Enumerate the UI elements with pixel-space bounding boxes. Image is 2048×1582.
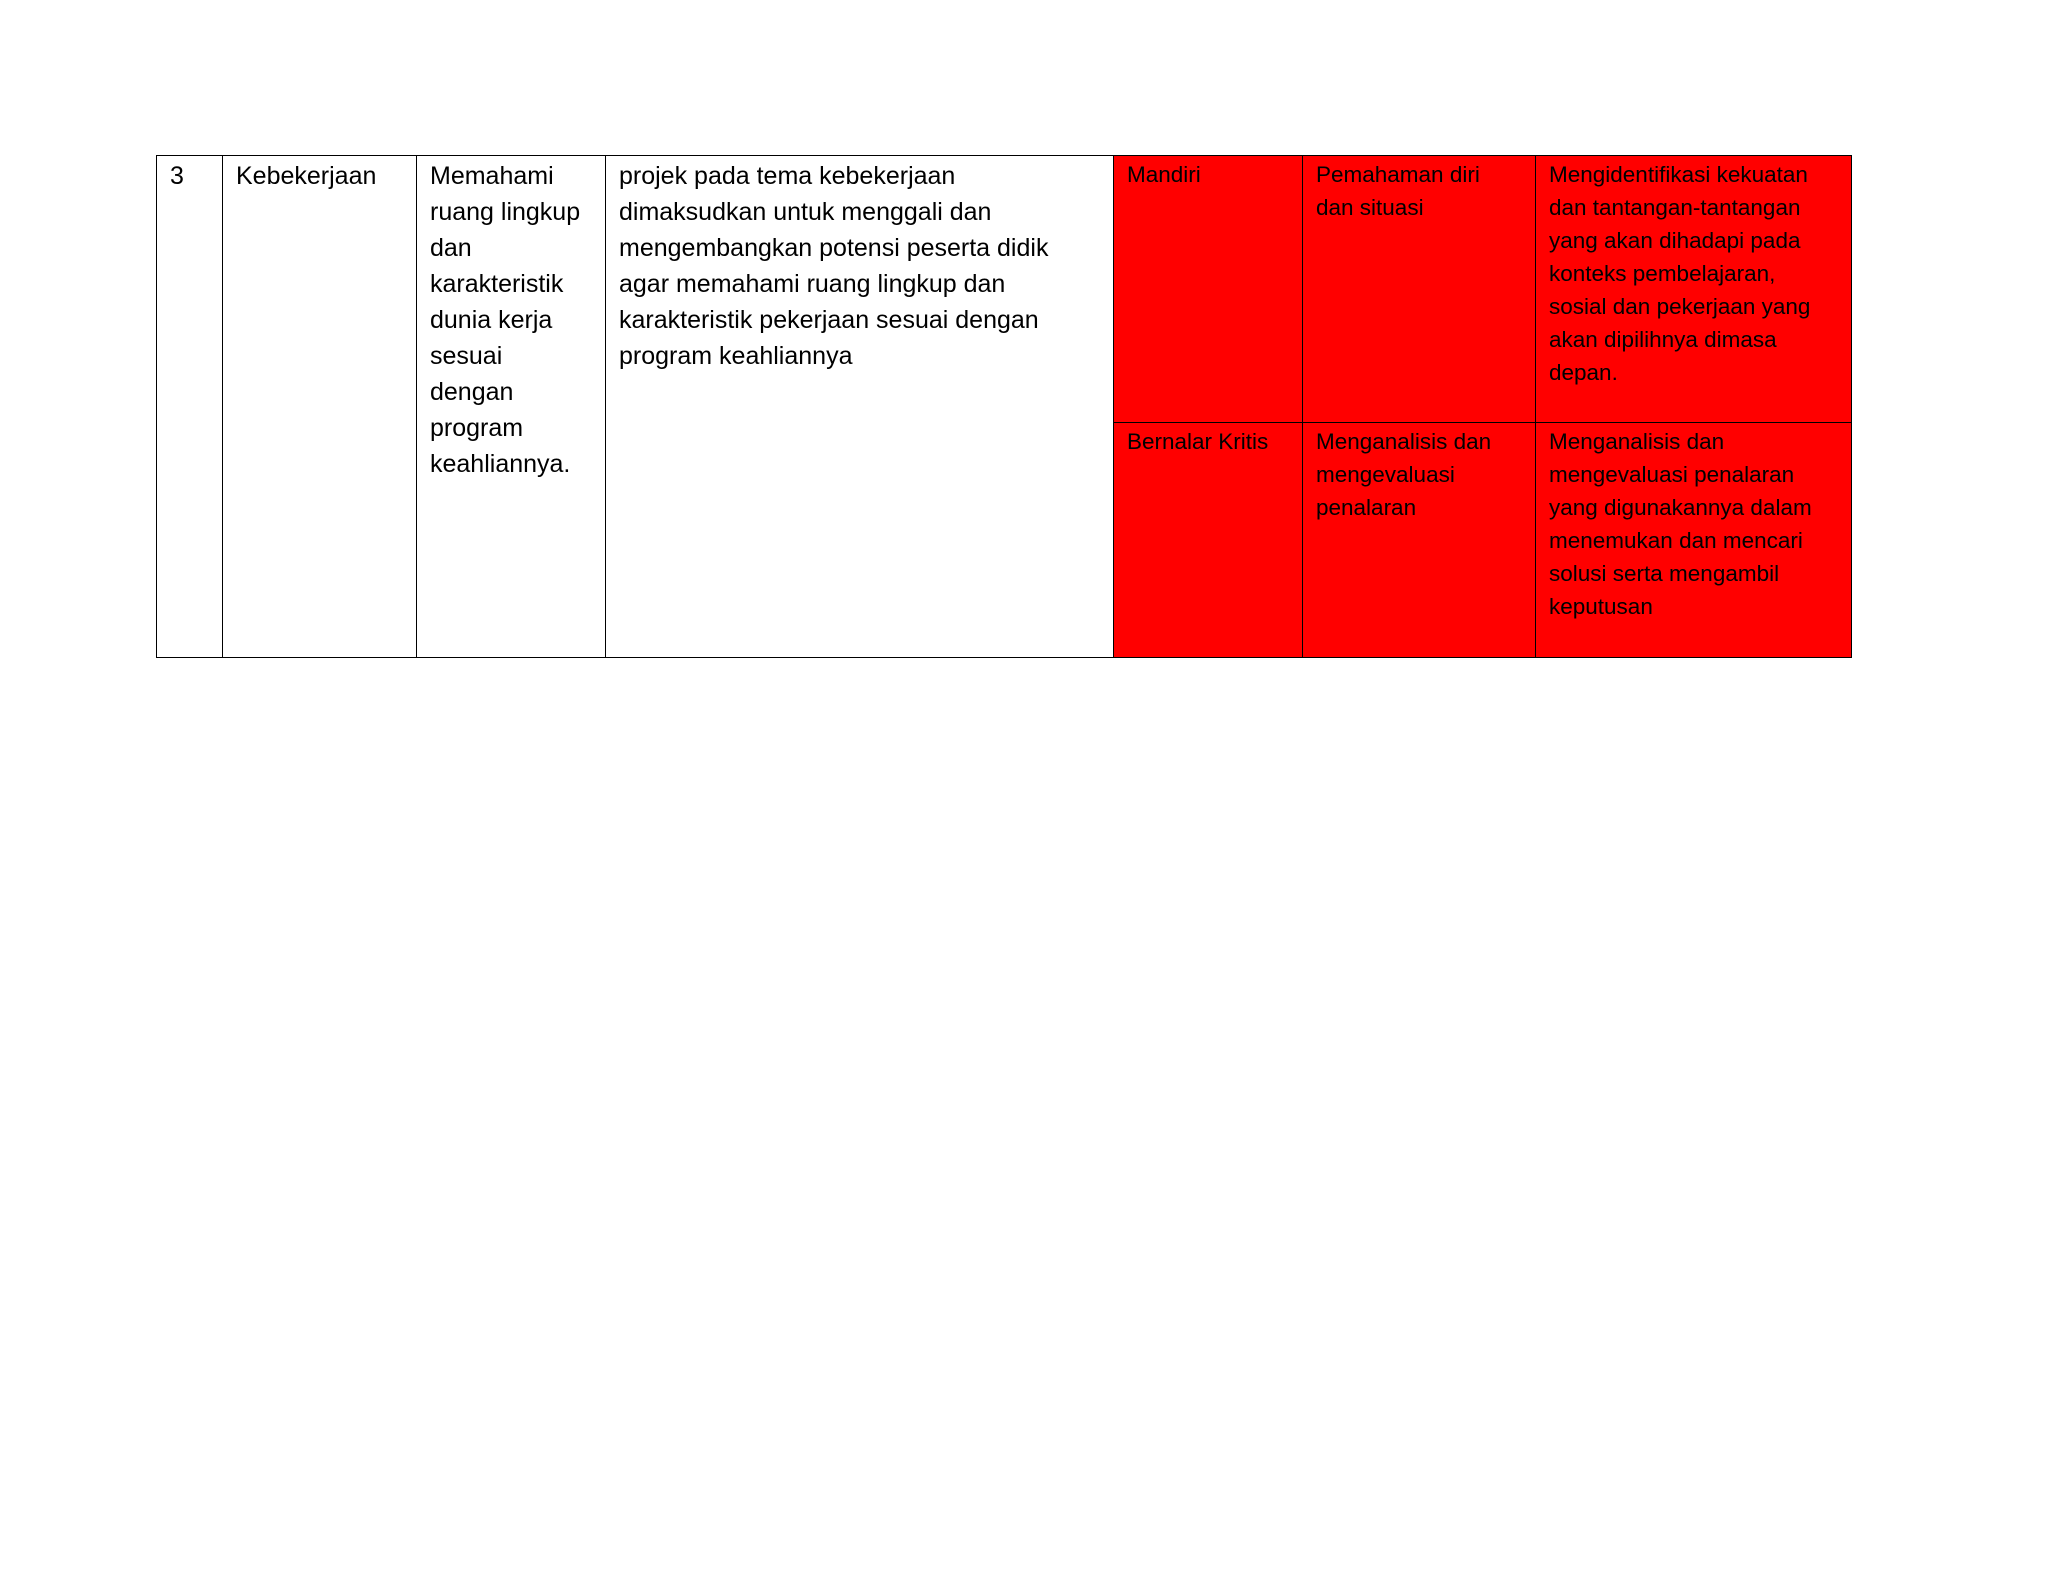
sub-element-cell: Menganalisis dan mengevaluasi penalaran yang digunakannya dalam menemukan dan mencari solusi serta mengambil keputusan [1536, 423, 1852, 658]
element-cell: Menganalisis dan mengevaluasi penalaran [1303, 423, 1536, 658]
table-row [157, 156, 1852, 423]
dimension-cell: Bernalar Kritis [1114, 423, 1303, 658]
dimension-cell: Mandiri [1114, 156, 1303, 423]
row-number-cell: 3 [157, 156, 223, 658]
theme-cell: Kebekerjaan [223, 156, 417, 658]
project-theme-table [156, 155, 1852, 658]
element-cell: Pemahaman diri dan situasi [1303, 156, 1536, 423]
sub-element-cell: Mengidentifikasi kekuatan dan tantangan-tantangan yang akan dihadapi pada konteks pembelajaran, sosial dan pekerjaan yang akan dipilihnya dimasa depan. [1536, 156, 1852, 423]
goal-cell: Memahami ruang lingkup dan karakteristik dunia kerja sesuai dengan program keahliannya. [417, 156, 606, 658]
description-cell: projek pada tema kebekerjaan dimaksudkan untuk menggali dan mengembangkan potensi peserta didik agar memahami ruang lingkup dan karakteristik pekerjaan sesuai dengan program keahliannya [606, 156, 1114, 658]
